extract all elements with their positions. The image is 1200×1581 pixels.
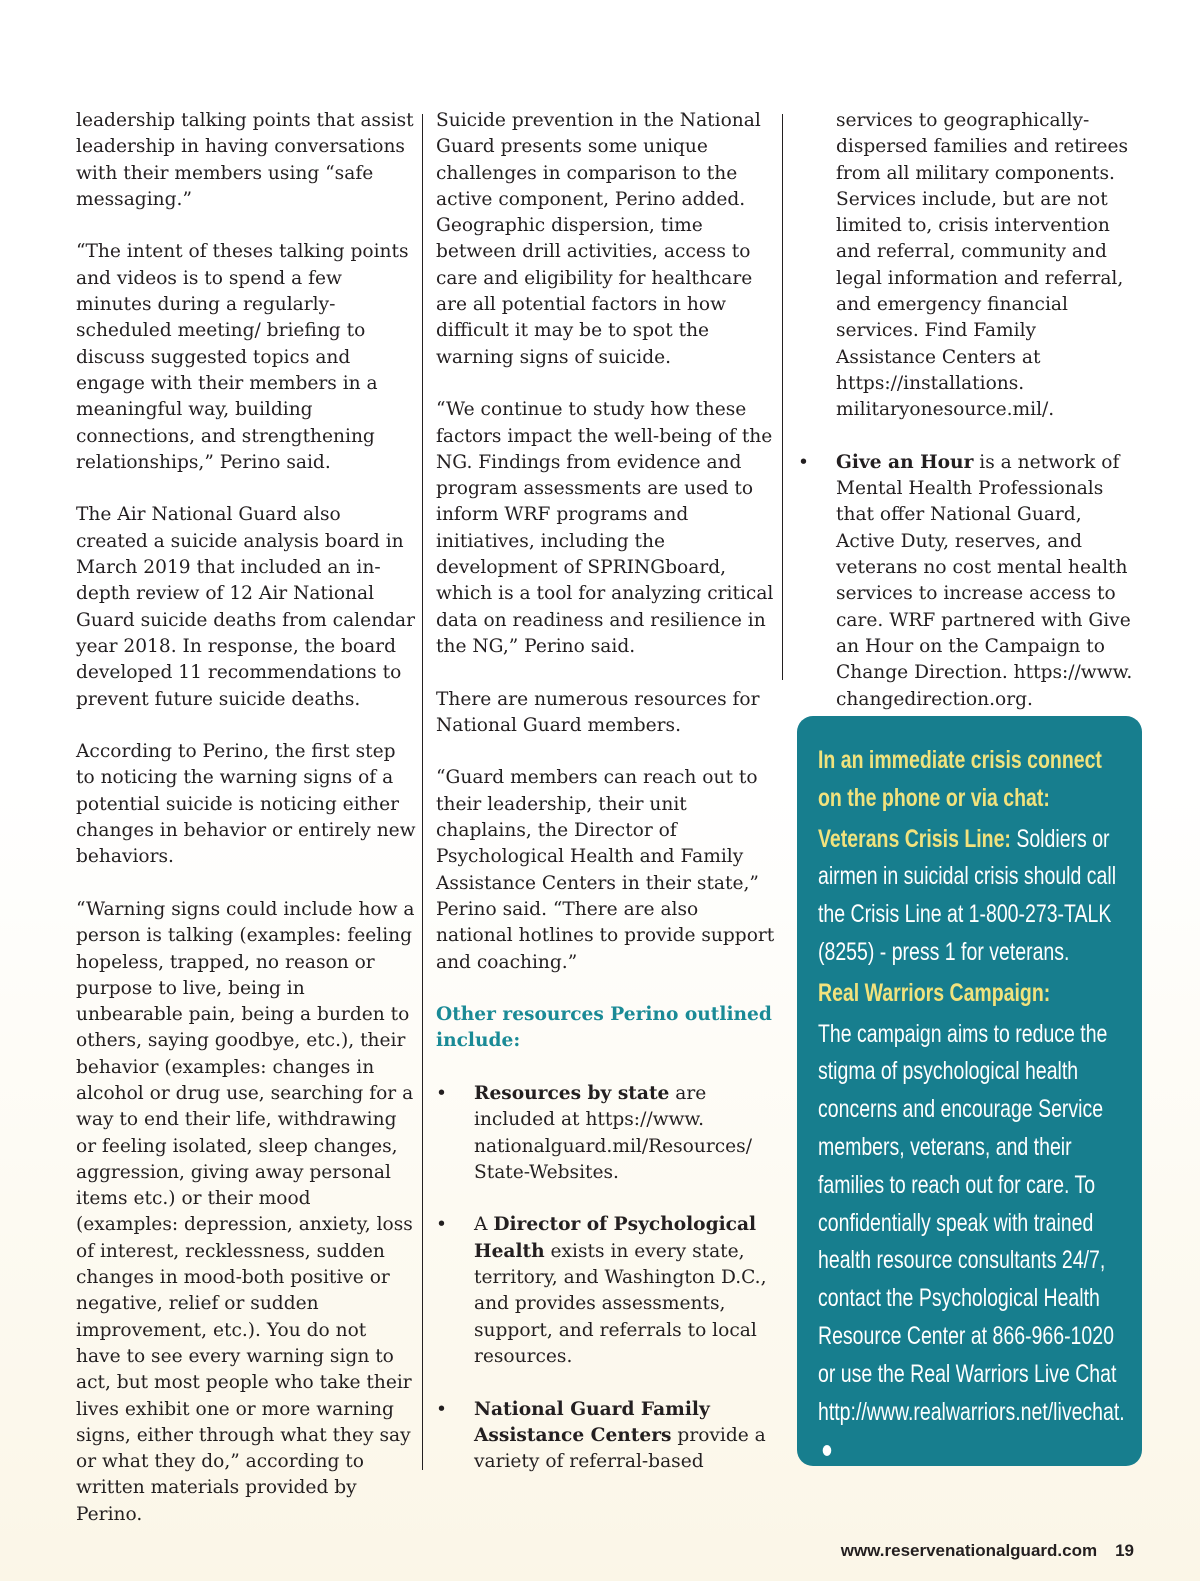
- resources-list-continued: [798, 450, 1138, 713]
- item-text: are included at https://www. nationalguard.mil/Resources/ State-Websites.: [474, 1082, 752, 1183]
- paragraph: “Warning signs could include how a person is talking (examples: feeling hopeless, trapped, no reason or purpose to live, being in unbearable pain, being a burden to others, saying goodbye, etc.), their behavior (examples: changes in alcohol or drug use, searching for a way to end their life, withdrawing or feeling isolated, sleep changes, aggression, giving away personal items etc.) or their mood (examples: depression, anxiety, loss of interest, recklessness, sudden changes in mood-both positive or negative, relief or sudden improvement, etc.). You do not have to see every warning sign to act, but most people who take their lives exhibit one or more warning signs, either through what they say or what they do,” according to written materials provided by Perino.: [76, 898, 415, 1525]
- bullet-icon: •: [436, 1082, 447, 1104]
- bullet-icon: •: [798, 451, 809, 473]
- column-divider-1: [422, 114, 423, 1470]
- item-title: Director of Psychological Health: [474, 1214, 757, 1262]
- item-title: Give an Hour: [836, 451, 974, 473]
- column-divider-2: [782, 114, 783, 680]
- item-prefix: A: [474, 1214, 494, 1236]
- column-1: [76, 108, 416, 1554]
- item-text: is a network of Mental Health Professionals that offer National Guard, Active Duty, reserves, and veterans no cost mental health services to increase access to care. WRF partnered with Give an Hour on the Campaign to Change Direction. https://www. changedirection.org.: [836, 451, 1133, 710]
- page-number: 19: [1115, 1541, 1134, 1560]
- paragraph: Suicide prevention in the National Guard presents some unique challenges in comparison to the active component, Perino added. Geographic dispersion, time between drill activities, access to care and eligibility for healthcare are all potential factors in how difficult it may be to spot the warning signs of suicide.: [436, 110, 761, 368]
- paragraph: According to Perino, the first step to noticing the warning signs of a potential suicide is noticing either changes in behavior or entirely new behaviors.: [76, 741, 416, 868]
- item-text: exists in every state, territory, and Washington D.C., and provides assessments, support, and referrals to local resources.: [474, 1240, 767, 1367]
- paragraph: “We continue to study how these factors impact the well-being of the NG. Findings from evidence and program assessments are used to inform WRF programs and initiatives, including the development of SPRINGboard, which is a tool for analyzing critical data on readiness and resilience in the NG,” Perino said.: [436, 399, 774, 657]
- footer-url: www.reservenationalguard.com: [840, 1541, 1098, 1560]
- crisis-callout-box: [797, 716, 1142, 1466]
- column-3: [798, 108, 1138, 739]
- item-title: National Guard Family Assistance Centers: [474, 1398, 710, 1446]
- list-item-continuation: services to geographically-dispersed families and retirees from all military components. Services include, but are not limited to, crisis intervention and referral, community and legal information and referral, and emergency financial services. Find Family Assistance Centers at https://installations. militaryonesource.mil/.: [836, 110, 1129, 421]
- resources-heading: Other resources Perino outlined include:: [436, 1004, 772, 1052]
- list-item: [436, 1397, 776, 1476]
- veterans-crisis-line: [818, 821, 1122, 972]
- paragraph: The Air National Guard also created a suicide analysis board in March 2019 that included an in-depth review of 12 Air National Guard suicide deaths from calendar year 2018. In response, the board developed 11 recommendations to prevent future suicide deaths.: [76, 504, 415, 710]
- bullet-icon: •: [436, 1214, 447, 1236]
- resources-list: [436, 1081, 776, 1475]
- page-footer: [841, 1541, 1134, 1561]
- paragraph: leadership talking points that assist leadership in having conversations with their members using “safe messaging.”: [76, 110, 414, 210]
- list-item: [436, 1212, 776, 1370]
- paragraph: “The intent of theses talking points and videos is to spend a few minutes during a regularly-scheduled meeting/ briefing to discuss suggested topics and engage with their members in a meaningful way, building connections, and strengthening relationships,” Perino said.: [76, 241, 409, 473]
- end-mark-icon: [823, 1445, 832, 1456]
- item-title: Resources by state: [474, 1082, 670, 1104]
- veterans-crisis-line-label: Veterans Crisis Line:: [818, 824, 1011, 853]
- item-text: provide a variety of referral-based: [474, 1424, 766, 1473]
- real-warriors-text: [818, 1016, 1125, 1470]
- real-warriors-text-body: The campaign aims to reduce the stigma of psychological health concerns and encourage Service members, veterans, and their families to reach out for care. To confidentially speak with trained health resource consultants 24/7, contact the Psychological Health Resource Center at 866-966-1020 or use the Real Warriors Live Chat http://www.realwarriors.net/livechat.: [818, 1019, 1125, 1426]
- column-2: [436, 108, 776, 1502]
- list-item: [798, 450, 1138, 713]
- list-item: [436, 1081, 776, 1186]
- bullet-icon: •: [436, 1398, 447, 1420]
- paragraph: There are numerous resources for National Guard members.: [436, 688, 760, 736]
- veterans-crisis-line-text: Soldiers or airmen in suicidal crisis should call the Crisis Line at 1-800-273-TALK (8255) - press 1 for veterans.: [818, 824, 1117, 966]
- callout-heading: In an immediate crisis connect on the phone or via chat:: [818, 746, 1102, 812]
- real-warriors-label: Real Warriors Campaign:: [818, 978, 1051, 1007]
- paragraph: “Guard members can reach out to their leadership, their unit chaplains, the Director of Psychological Health and Family Assistance Centers in their state,” Perino said. “There are also national hotlines to provide support and coaching.”: [436, 767, 775, 973]
